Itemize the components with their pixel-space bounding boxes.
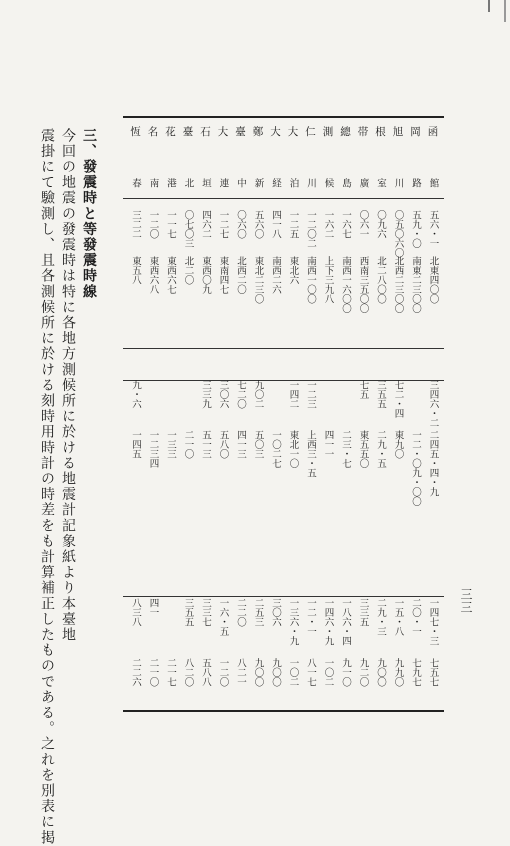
table-cell-text: 二九・三 [375,598,386,636]
table-cell-place [179,178,197,202]
table-cell-text: 廣 [357,178,369,189]
table-cell-text: 四一三 [235,430,246,459]
table-cell-text: 根 [374,126,386,142]
table-cell-text: 三四六・二 [427,380,439,428]
table-cell-text: 北西二〇 [235,256,246,294]
table-cell-text: 總 [339,126,351,142]
table-cell-text: 一六・五 [217,598,229,636]
table-cell-text: 上西三・五 [305,430,316,478]
table-cell-d4 [301,430,319,540]
table-cell-place [284,178,302,202]
table-cell-text: 南西一六〇〇 [340,256,351,313]
table-cell-text: 南西二六 [270,256,281,294]
table-cell-text: 九〇〇 [375,658,386,687]
table-cell-name [319,126,337,178]
table-cell-text: 一〇二七 [270,430,281,468]
table-cell-text: 大 [216,126,229,142]
table-cell-text: 二四五・四・九 [427,430,439,497]
data-row [126,256,441,346]
table-cell-d6 [144,658,162,706]
table-cell-place [266,178,284,202]
table-cell-text: 経 [270,178,281,189]
table-cell-text: 二一〇 [182,430,194,459]
table-cell-text: 川 [392,178,404,189]
table-cell-text: 臺 [234,126,246,142]
table-cell-text: 一六二 [322,210,334,239]
table-cell-text: 〇五〇六〇 [392,210,404,258]
table-cell-d4 [406,430,424,540]
table-cell-d4 [336,430,354,540]
table-cell-text: 一二〇 [147,210,159,239]
table-cell-text: 三二二 [130,210,141,239]
table-cell-text: 一四二 [287,380,299,409]
table-cell-name [144,126,162,178]
table-cell-text: 石 [199,126,211,142]
table-cell-place [319,178,337,202]
table-cell-text: 八三八 [130,598,141,627]
body-text-line: 今回の地震の發震時は特に各地方測候所に於ける地震計記象紙より本臺地 [60,128,76,643]
table-cell-text: 三三七 [200,598,211,627]
table-cell-text: 東西六八 [147,256,159,294]
table-cell-d4 [354,430,372,540]
table-cell-d4 [371,430,389,540]
table-cell-d4 [389,430,407,540]
table-cell-text: 恆 [129,126,141,142]
table-cell-d3 [161,380,179,432]
table-cell-text: 二二六 [130,658,141,687]
table-cell-text: 三〇六 [270,598,281,627]
table-cell-d3 [144,380,162,432]
table-cell-d2 [266,256,284,346]
table-cell-text: 二〇・一 [410,598,421,636]
table-cell-text: 大 [286,126,299,142]
table-cell-text: 一二・〇九・〇〇 [410,430,421,506]
table-cell-text: 一三三 [165,430,176,459]
table-cell-text: 五〇三 [252,430,264,459]
table-cell-d2 [196,256,214,346]
table-cell-place [406,178,424,202]
table-cell-name [161,126,179,178]
table-cell-d6 [161,658,179,706]
table-cell-text: 二五三 [252,598,264,627]
table-cell-name [126,126,144,178]
table-cell-name [179,126,197,178]
table-cell-text: 九〇二 [252,380,264,409]
table-cell-text: 東北一〇 [287,430,299,468]
table-cell-d6 [179,658,197,706]
table-cell-d6 [354,658,372,706]
table-cell-text: 五九・〇 [410,210,421,248]
table-cell-text: 東北二三〇 [252,256,264,304]
table-cell-d4 [424,430,442,540]
table-cell-place [126,178,144,202]
table-cell-name [336,126,354,178]
data-row [126,658,441,706]
table-cell-place [371,178,389,202]
table-cell-name [214,126,232,178]
table-cell-text: 二九・五 [375,430,386,468]
table-cell-text: 九・六 [130,380,141,409]
table-cell-text: 花 [164,126,176,142]
table-cell-d4 [196,430,214,540]
table-cell-text: 四六二 [200,210,211,239]
table-cell-d3 [406,380,424,432]
table-cell-d3 [371,380,389,432]
table-cell-d4 [319,430,337,540]
section-heading: 三、發震時と等發震時線 [81,128,97,300]
table-cell-text: 一二〇 [217,658,229,687]
table-cell-text: 一六七 [340,210,351,239]
table-cell-d4 [214,430,232,540]
table-cell-text: 四一 [147,598,159,617]
table-cell-text: 九〇〇 [252,658,264,687]
table-cell-text: 一三六・九 [287,598,299,646]
table-cell-text: 室 [375,178,386,189]
table-cell-text: 五六〇 [252,210,264,239]
table-cell-name [266,126,284,178]
table-cell-d6 [231,658,249,706]
table-cell-text: 新 [252,178,264,189]
table-cell-d2 [424,256,442,346]
table-cell-text: 一四七・三 [427,598,439,646]
table-cell-text: 八二一 [235,658,246,687]
table-cell-text: 八一七 [305,658,316,687]
table-cell-text: 連 [217,178,229,189]
table-cell-text: 三〇六 [217,380,229,409]
table-cell-text: 二三・七 [340,430,351,468]
table-cell-d6 [319,658,337,706]
table-cell-text: 泊 [287,178,299,189]
table-cell-d6 [336,658,354,706]
table-cell-d2 [336,256,354,346]
table-cell-name [406,126,424,178]
table-cell-text: 四一八 [270,210,281,239]
table-cell-text: 島 [340,178,351,189]
table-cell-text: 春 [130,178,141,189]
table-cell-d2 [231,256,249,346]
table-cell-d2 [406,256,424,346]
table-cell-text: 上下三九八 [322,256,334,304]
table-cell-text: 九一〇 [340,658,351,687]
table-cell-text: 七二・四 [392,380,404,418]
table-cell-text: 東西六七 [165,256,176,294]
body-text-line: 震掛にて驗測し、且各測候所に於ける刻時用時計の時差をも計算補正したものである。之れを別表に掲 [39,128,55,846]
table-cell-text: 七二〇 [235,380,246,409]
table-cell-place [144,178,162,202]
table-cell-d4 [231,430,249,540]
table-cell-d6 [301,658,319,706]
table-cell-text: 一四六・九 [322,598,334,646]
table-cell-text: 五八八 [200,658,211,687]
table-cell-text: 三三九 [200,380,211,409]
table-cell-text: 五六・一 [427,210,439,248]
table-cell-d4 [144,430,162,540]
table-cell-text: 仁 [304,126,316,142]
corner-mark [488,0,490,12]
table-cell-d3 [249,380,267,432]
table-cell-text: 北 [182,178,194,189]
table-cell-text: 北二八〇〇 [375,256,386,304]
table-cell-text: 路 [410,178,421,189]
table-cell-d3 [179,380,197,432]
table-cell-text: 東五五〇 [357,430,369,468]
table-cell-d2 [354,256,372,346]
table-cell-d3 [301,380,319,432]
table-cell-place [389,178,407,202]
table-cell-d3 [336,380,354,432]
table-cell-text: 九九〇 [392,658,404,687]
table-cell-d4 [179,430,197,540]
station-place-row [126,178,441,202]
table-cell-text: 館 [427,178,439,189]
table-cell-text: 東南四七 [217,256,229,294]
table-cell-d4 [126,430,144,540]
table-cell-text: 一二三 [305,380,316,409]
data-row [126,430,441,540]
table-cell-text: 〇七〇三 [182,210,194,248]
table-cell-text: 五一三 [200,430,211,459]
table-cell-d3 [319,380,337,432]
table-cell-text: 七五 [357,380,369,399]
table-cell-text: 中 [235,178,246,189]
table-cell-d2 [249,256,267,346]
table-cell-place [214,178,232,202]
table-cell-name [284,126,302,178]
table-cell-d6 [371,658,389,706]
table-cell-name [371,126,389,178]
table-cell-d6 [214,658,232,706]
table-cell-name [249,126,267,178]
table-cell-text: 東西〇九 [200,256,211,294]
table-cell-text: 南 [147,178,159,189]
station-name-row [126,126,441,178]
table-cell-text: 候 [322,178,334,189]
table-cell-name [354,126,372,178]
table-cell-d4 [266,430,284,540]
table-cell-text: 五八〇 [217,430,229,459]
table-cell-text: 港 [165,178,176,189]
table-cell-text: 測 [321,126,334,142]
table-cell-d3 [354,380,372,432]
table-cell-text: 一二〇二 [305,210,316,248]
table-cell-text: 東五八 [130,256,141,285]
table-cell-text: 〇六〇 [235,210,246,239]
table-cell-d2 [126,256,144,346]
seismic-data-table [123,116,444,712]
table-cell-text: 西南三五〇〇 [357,256,369,313]
table-cell-d2 [144,256,162,346]
table-rule [123,596,444,597]
table-cell-d2 [389,256,407,346]
table-cell-place [301,178,319,202]
table-cell-d3 [126,380,144,432]
table-cell-d6 [266,658,284,706]
table-cell-d6 [424,658,442,706]
table-cell-d2 [284,256,302,346]
table-cell-place [231,178,249,202]
table-cell-d4 [284,430,302,540]
page-number: 三三 [459,588,473,614]
table-cell-place [249,178,267,202]
table-cell-d2 [214,256,232,346]
table-cell-text: 一一七 [165,210,176,239]
table-cell-text: 帯 [356,126,369,142]
data-row [126,380,441,432]
table-cell-text: 一八六・四 [340,598,351,646]
table-cell-d2 [179,256,197,346]
table-cell-text: 岡 [409,126,421,142]
table-cell-place [354,178,372,202]
table-cell-text: 一〇二 [287,658,299,687]
table-cell-d3 [196,380,214,432]
table-cell-text: 函 [426,126,439,142]
table-cell-text: 〇六一 [357,210,369,239]
table-cell-text: 二二〇 [235,598,246,627]
table-cell-d3 [231,380,249,432]
table-cell-text: 二一〇 [147,658,159,687]
table-cell-text: 北東四〇〇 [427,256,439,304]
table-cell-text: 大 [269,126,281,142]
table-cell-text: 一二三四 [147,430,159,468]
table-cell-d6 [126,658,144,706]
table-cell-d6 [196,658,214,706]
table-cell-text: 七五七 [427,658,439,687]
table-cell-name [389,126,407,178]
table-cell-text: 九二〇 [357,658,369,687]
table-cell-text: 三五五 [182,598,194,627]
table-cell-place [196,178,214,202]
table-cell-text: 八二〇 [182,658,194,687]
table-cell-text: 三三五 [357,598,369,627]
table-cell-text: 四一一 [322,430,334,459]
table-cell-text: 北二〇 [182,256,194,285]
table-cell-text: 一二五 [287,210,299,239]
table-cell-text: 鄭 [251,126,264,142]
table-cell-text: 川 [305,178,316,189]
table-cell-d2 [371,256,389,346]
table-cell-text: 〇九六 [375,210,386,239]
table-cell-text: 二一七 [165,658,176,687]
table-cell-d6 [284,658,302,706]
table-cell-text: 一五・八 [392,598,404,636]
table-cell-text: 南西一〇〇 [305,256,316,304]
table-cell-text: 南東二三〇〇 [410,256,421,313]
table-cell-d3 [389,380,407,432]
corner-mark [504,0,506,22]
table-cell-place [336,178,354,202]
table-cell-text: 九〇〇 [270,658,281,687]
table-cell-d2 [161,256,179,346]
table-cell-text: 垣 [200,178,211,189]
table-cell-text: 一二七 [217,210,229,239]
table-cell-name [196,126,214,178]
table-cell-text: 臺 [181,126,194,142]
table-cell-d3 [424,380,442,432]
table-cell-d4 [161,430,179,540]
table-cell-d4 [249,430,267,540]
table-cell-place [424,178,442,202]
table-cell-d3 [214,380,232,432]
table-cell-name [301,126,319,178]
table-cell-d6 [389,658,407,706]
table-cell-text: 七九七 [410,658,421,687]
table-cell-d3 [266,380,284,432]
table-cell-d6 [406,658,424,706]
table-cell-d2 [301,256,319,346]
table-cell-text: 東北六 [287,256,299,285]
table-cell-name [424,126,442,178]
table-cell-name [231,126,249,178]
table-cell-text: 旭 [391,126,404,142]
table-cell-d2 [319,256,337,346]
table-rule [123,348,444,349]
table-cell-text: 名 [146,126,159,142]
table-cell-d6 [249,658,267,706]
table-cell-d3 [284,380,302,432]
table-cell-text: 北西二三〇〇 [392,256,404,313]
table-cell-text: 一四五 [130,430,141,459]
table-cell-text: 一〇二 [322,658,334,687]
table-cell-text: 一二・一 [305,598,316,636]
table-cell-place [161,178,179,202]
table-cell-text: 三五五 [375,380,386,409]
table-cell-text: 東九〇 [392,430,404,459]
